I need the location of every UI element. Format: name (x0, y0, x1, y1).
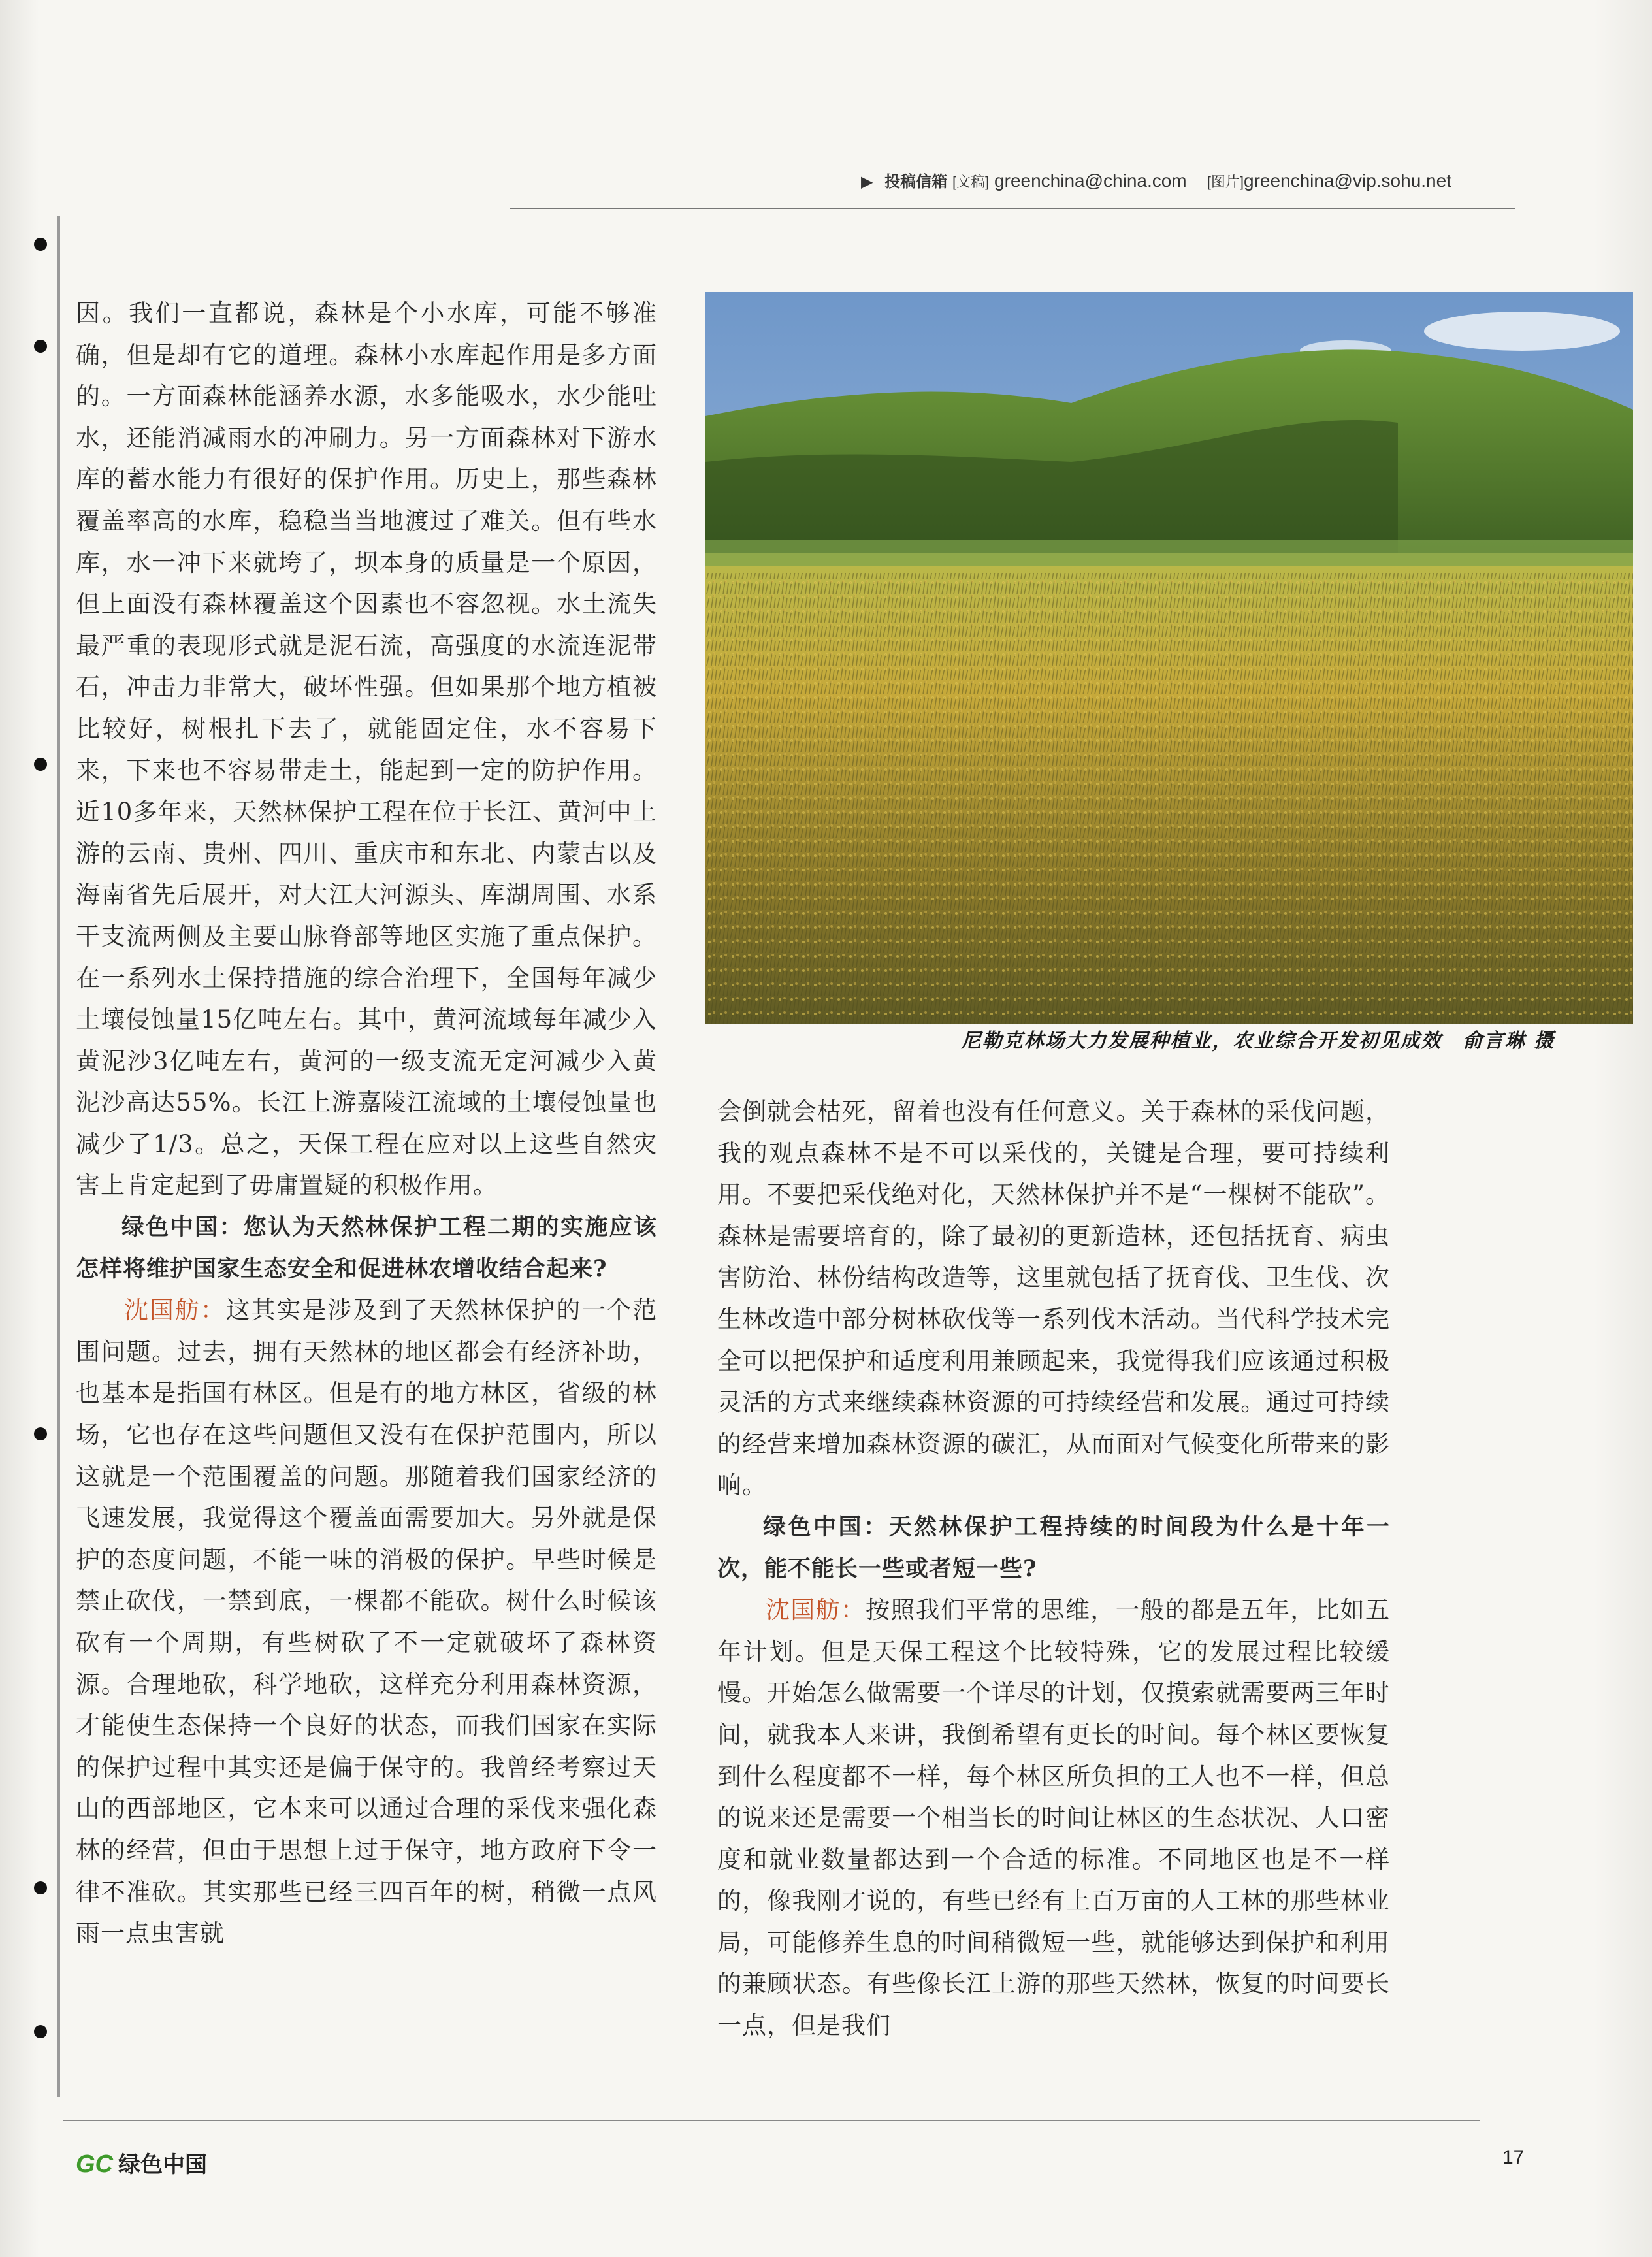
question-speaker: 绿色中国： (121, 1214, 244, 1241)
header-photo-email[interactable]: greenchina@vip.sohu.net (1244, 170, 1451, 191)
triangle-arrow-icon: ▶ (861, 173, 873, 191)
answer-speaker: 沈国舫： (766, 1596, 866, 1625)
question-text: 天然林保护工程持续的时间段为什么是十年一次，能不能长一些或者短一些? (717, 1513, 1390, 1582)
binding-hole (34, 238, 47, 251)
footer-rule (63, 2120, 1480, 2121)
page-number: 17 (1502, 2147, 1525, 2168)
magazine-logo (76, 2147, 207, 2179)
body-paragraph: 会倒就会枯死，留着也没有任何意义。关于森林的采伐问题，我的观点森林不是不可以采伐的，关键是合理，要可持续利用。不要把采伐绝对化，天然林保护并不是“一棵树不能砍”。森林是需要培育的，除了最初的更新造林，还包括抚育、病虫害防治、林份结构改造等，这里就包括了抚育伐、卫生伐、次生林改造中部分树林砍伐等一系列伐木活动。当代科学技术完全可以把保护和适度利用兼顾起来，我觉得我们应该通过积极灵活的方式来继续森林资源的可持续经营和发展。通过可持续的经营来增加森林资源的碳汇，从而面对气候变化所带来的影响。 (717, 1097, 1390, 1500)
question-speaker: 绿色中国： (763, 1513, 889, 1540)
binding-hole (34, 340, 47, 353)
field-photo (705, 292, 1633, 1024)
right-column (717, 1091, 1390, 2047)
binding-hole (34, 758, 47, 771)
binding-hole (34, 2025, 47, 2038)
gc-logo-mark: GC (76, 2151, 113, 2178)
magazine-name: 绿色中国 (118, 2152, 207, 2177)
binding-hole (34, 1881, 47, 1894)
answer-1 (76, 1290, 657, 1955)
submission-header (861, 169, 1451, 191)
question-text: 您认为天然林保护工程二期的实施应该怎样将维护国家生态安全和促进林农增收结合起来? (76, 1214, 657, 1282)
header-text-tag: [文稿] (952, 174, 990, 190)
header-photo-tag: [图片] (1207, 174, 1244, 190)
answer-text: 这其实是涉及到了天然林保护的一个范围问题。过去，拥有天然林的地区都会有经济补助，也基本是指国有林区。但是有的地方林区，省级的林场，它也存在这些问题但又没有在保护范围内，所以这就是一个范围覆盖的问题。那随着我们国家经济的飞速发展，我觉得这个覆盖面需要加大。另外就是保护的态度问题，不能一味的消极的保护。早些时候是禁止砍伐，一禁到底，一棵都不能砍。树什么时候该砍有一个周期，有些树砍了不一定就破坏了森林资源。合理地砍，科学地砍，这样充分利用森林资源，才能使生态保持一个良好的状态，而我们国家在实际的保护过程中其实还是偏于保守的。我曾经考察过天山的西部地区，它本来可以通过合理的采伐来强化森林的经营，但由于思想上过于保守，地方政府下令一律不准砍。其实那些已经三四百年的树，稍微一点风雨一点虫害就 (76, 1296, 658, 1948)
header-label: 投稿信箱 (884, 173, 948, 191)
question-1 (76, 1207, 657, 1290)
header-rule (510, 208, 1515, 209)
question-2 (717, 1506, 1390, 1589)
body-paragraph: 因。我们一直都说，森林是个小水库，可能不够准确，但是却有它的道理。森林小水库起作用是多方面的。一方面森林能涵养水源，水多能吸水，水少能吐水，还能消减雨水的冲刷力。另一方面森林对下游水库的蓄水能力有很好的保护作用。历史上，那些森林覆盖率高的水库，稳稳当当地渡过了难关。但有些水库，水一冲下来就垮了，坝本身的质量是一个原因，但上面没有森林覆盖这个因素也不容忽视。水土流失最严重的表现形式就是泥石流，高强度的水流连泥带石，冲击力非常大，破坏性强。但如果那个地方植被比较好，树根扎下去了，就能固定住，水不容易下来，下来也不容易带走土，能起到一定的防护作用。近10多年来，天然林保护工程在位于长江、黄河中上游的云南、贵州、四川、重庆市和东北、内蒙古以及海南省先后展开，对大江大河源头、库湖周围、水系干支流两侧及主要山脉脊部等地区实施了重点保护。在一系列水土保持措施的综合治理下，全国每年减少土壤侵蚀量15亿吨左右。其中，黄河流域每年减少入黄泥沙3亿吨左右，黄河的一级支流无定河减少入黄泥沙高达55%。长江上游嘉陵江流域的土壤侵蚀量也减少了1/3。总之，天保工程在应对以上这些自然灾害上肯定起到了毋庸置疑的积极作用。 (76, 299, 657, 1200)
photo-caption: 尼勒克林场大力发展种植业，农业综合开发初见成效 俞言琳 摄 (961, 1030, 1555, 1052)
header-text-email[interactable]: greenchina@china.com (994, 170, 1187, 191)
left-column (76, 293, 657, 1955)
answer-text: 按照我们平常的思维，一般的都是五年，比如五年计划。但是天保工程这个比较特殊，它的发展过程比较缓慢。开始怎么做需要一个详尽的计划，仅摸索就需要两三年时间，就我本人来讲，我倒希望有更长的时间。每个林区要恢复到什么程度都不一样，每个林区所负担的工人也不一样，但总的说来还是需要一个相当长的时间让林区的生态状况、人口密度和就业数量都达到一个合适的标准。不同地区也是不一样的，像我刚才说的，有些已经有上百万亩的人工林的那些林业局，可能修养生息的时间稍微短一些，就能够达到保护和利用的兼顾状态。有些像长江上游的那些天然林，恢复的时间要长一点，但是我们 (717, 1596, 1390, 2040)
answer-2 (717, 1589, 1390, 2047)
binding-hole (34, 1427, 47, 1440)
binding-line (57, 216, 60, 2097)
answer-speaker: 沈国舫： (124, 1296, 226, 1325)
